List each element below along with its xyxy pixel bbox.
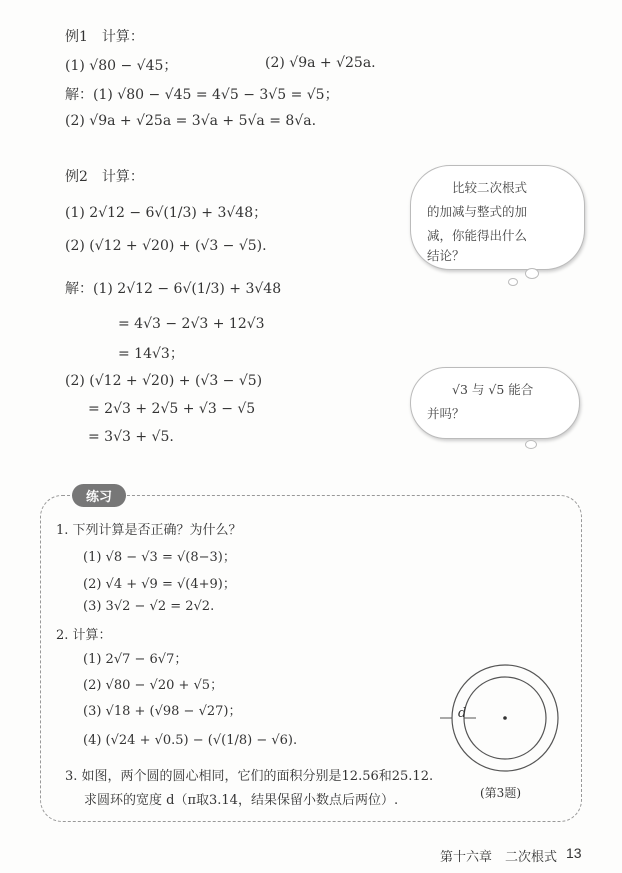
practice-item: (1) 2√7 − 6√7；	[83, 652, 188, 667]
example2-solution-line: (2) (√12 + √20) + (√3 − √5)	[65, 373, 263, 389]
bubble-text: 比较二次根式	[427, 180, 528, 195]
bubble-tail	[525, 268, 539, 279]
example2-solution-line: = 4√3 − 2√3 + 12√3	[118, 316, 265, 332]
example1-solution-2: (2) √9a + √25a = 3√a + 5√a = 8√a.	[65, 113, 317, 129]
practice-tag: 练习	[72, 484, 126, 507]
practice-item: (3) 3√2 − √2 = 2√2.	[83, 599, 215, 614]
example1-title: 例1 计算：	[65, 29, 144, 45]
bubble-text: 的加减与整式的加	[427, 204, 528, 219]
bubble-text: √3 与 √5 能合	[427, 382, 534, 397]
practice-item: (3) √18 + (√98 − √27)；	[83, 704, 242, 719]
thought-bubble-2	[410, 367, 580, 439]
width-label-d: d	[458, 706, 467, 721]
example2-solution-line: 解：(1) 2√12 − 6√(1/3) + 3√48	[65, 281, 282, 297]
example2-title: 例2 计算：	[65, 169, 144, 185]
bubble-tail	[508, 278, 518, 286]
footer-chapter: 第十六章 二次根式	[440, 850, 558, 865]
example1-problem-2: (2) √9a + √25a.	[265, 55, 376, 71]
example2-solution-line: = 3√3 + √5.	[88, 429, 174, 445]
example1-problem-1: (1) √80 − √45；	[65, 58, 178, 74]
practice-item: (2) √80 − √20 + √5；	[83, 678, 224, 693]
center-point	[503, 716, 507, 720]
practice-item: 求圆环的宽度 d（π取3.14，结果保留小数点后两位）.	[84, 793, 399, 808]
practice-item: 1. 下列计算是否正确？为什么？	[56, 523, 242, 538]
page-number: 13	[566, 845, 582, 861]
thought-bubble-1	[410, 165, 585, 270]
practice-item: 3. 如图，两个圆的圆心相同，它们的面积分别是12.56和25.12.	[65, 769, 434, 784]
practice-item: (2) √4 + √9 = √(4+9)；	[83, 577, 236, 592]
bubble-text: 减，你能得出什么	[427, 228, 528, 243]
figure-caption: (第3题)	[480, 786, 521, 800]
example2-solution-line: = 14√3；	[118, 346, 184, 362]
bubble-text: 结论？	[427, 248, 465, 263]
example2-problem-1: (1) 2√12 − 6√(1/3) + 3√48；	[65, 205, 268, 221]
example1-solution-1: 解：(1) √80 − √45 = 4√5 − 3√5 = √5；	[65, 87, 339, 103]
bubble-text: 并吗？	[427, 406, 465, 421]
bubble-tail	[525, 440, 537, 449]
practice-item: (1) √8 − √3 = √(8−3)；	[83, 550, 236, 565]
example2-solution-line: = 2√3 + 2√5 + √3 − √5	[88, 401, 256, 417]
example2-problem-2: (2) (√12 + √20) + (√3 − √5).	[65, 238, 267, 254]
practice-item: 2. 计算：	[56, 628, 112, 643]
practice-item: (4) (√24 + √0.5) − (√(1/8) − √6).	[83, 733, 298, 748]
